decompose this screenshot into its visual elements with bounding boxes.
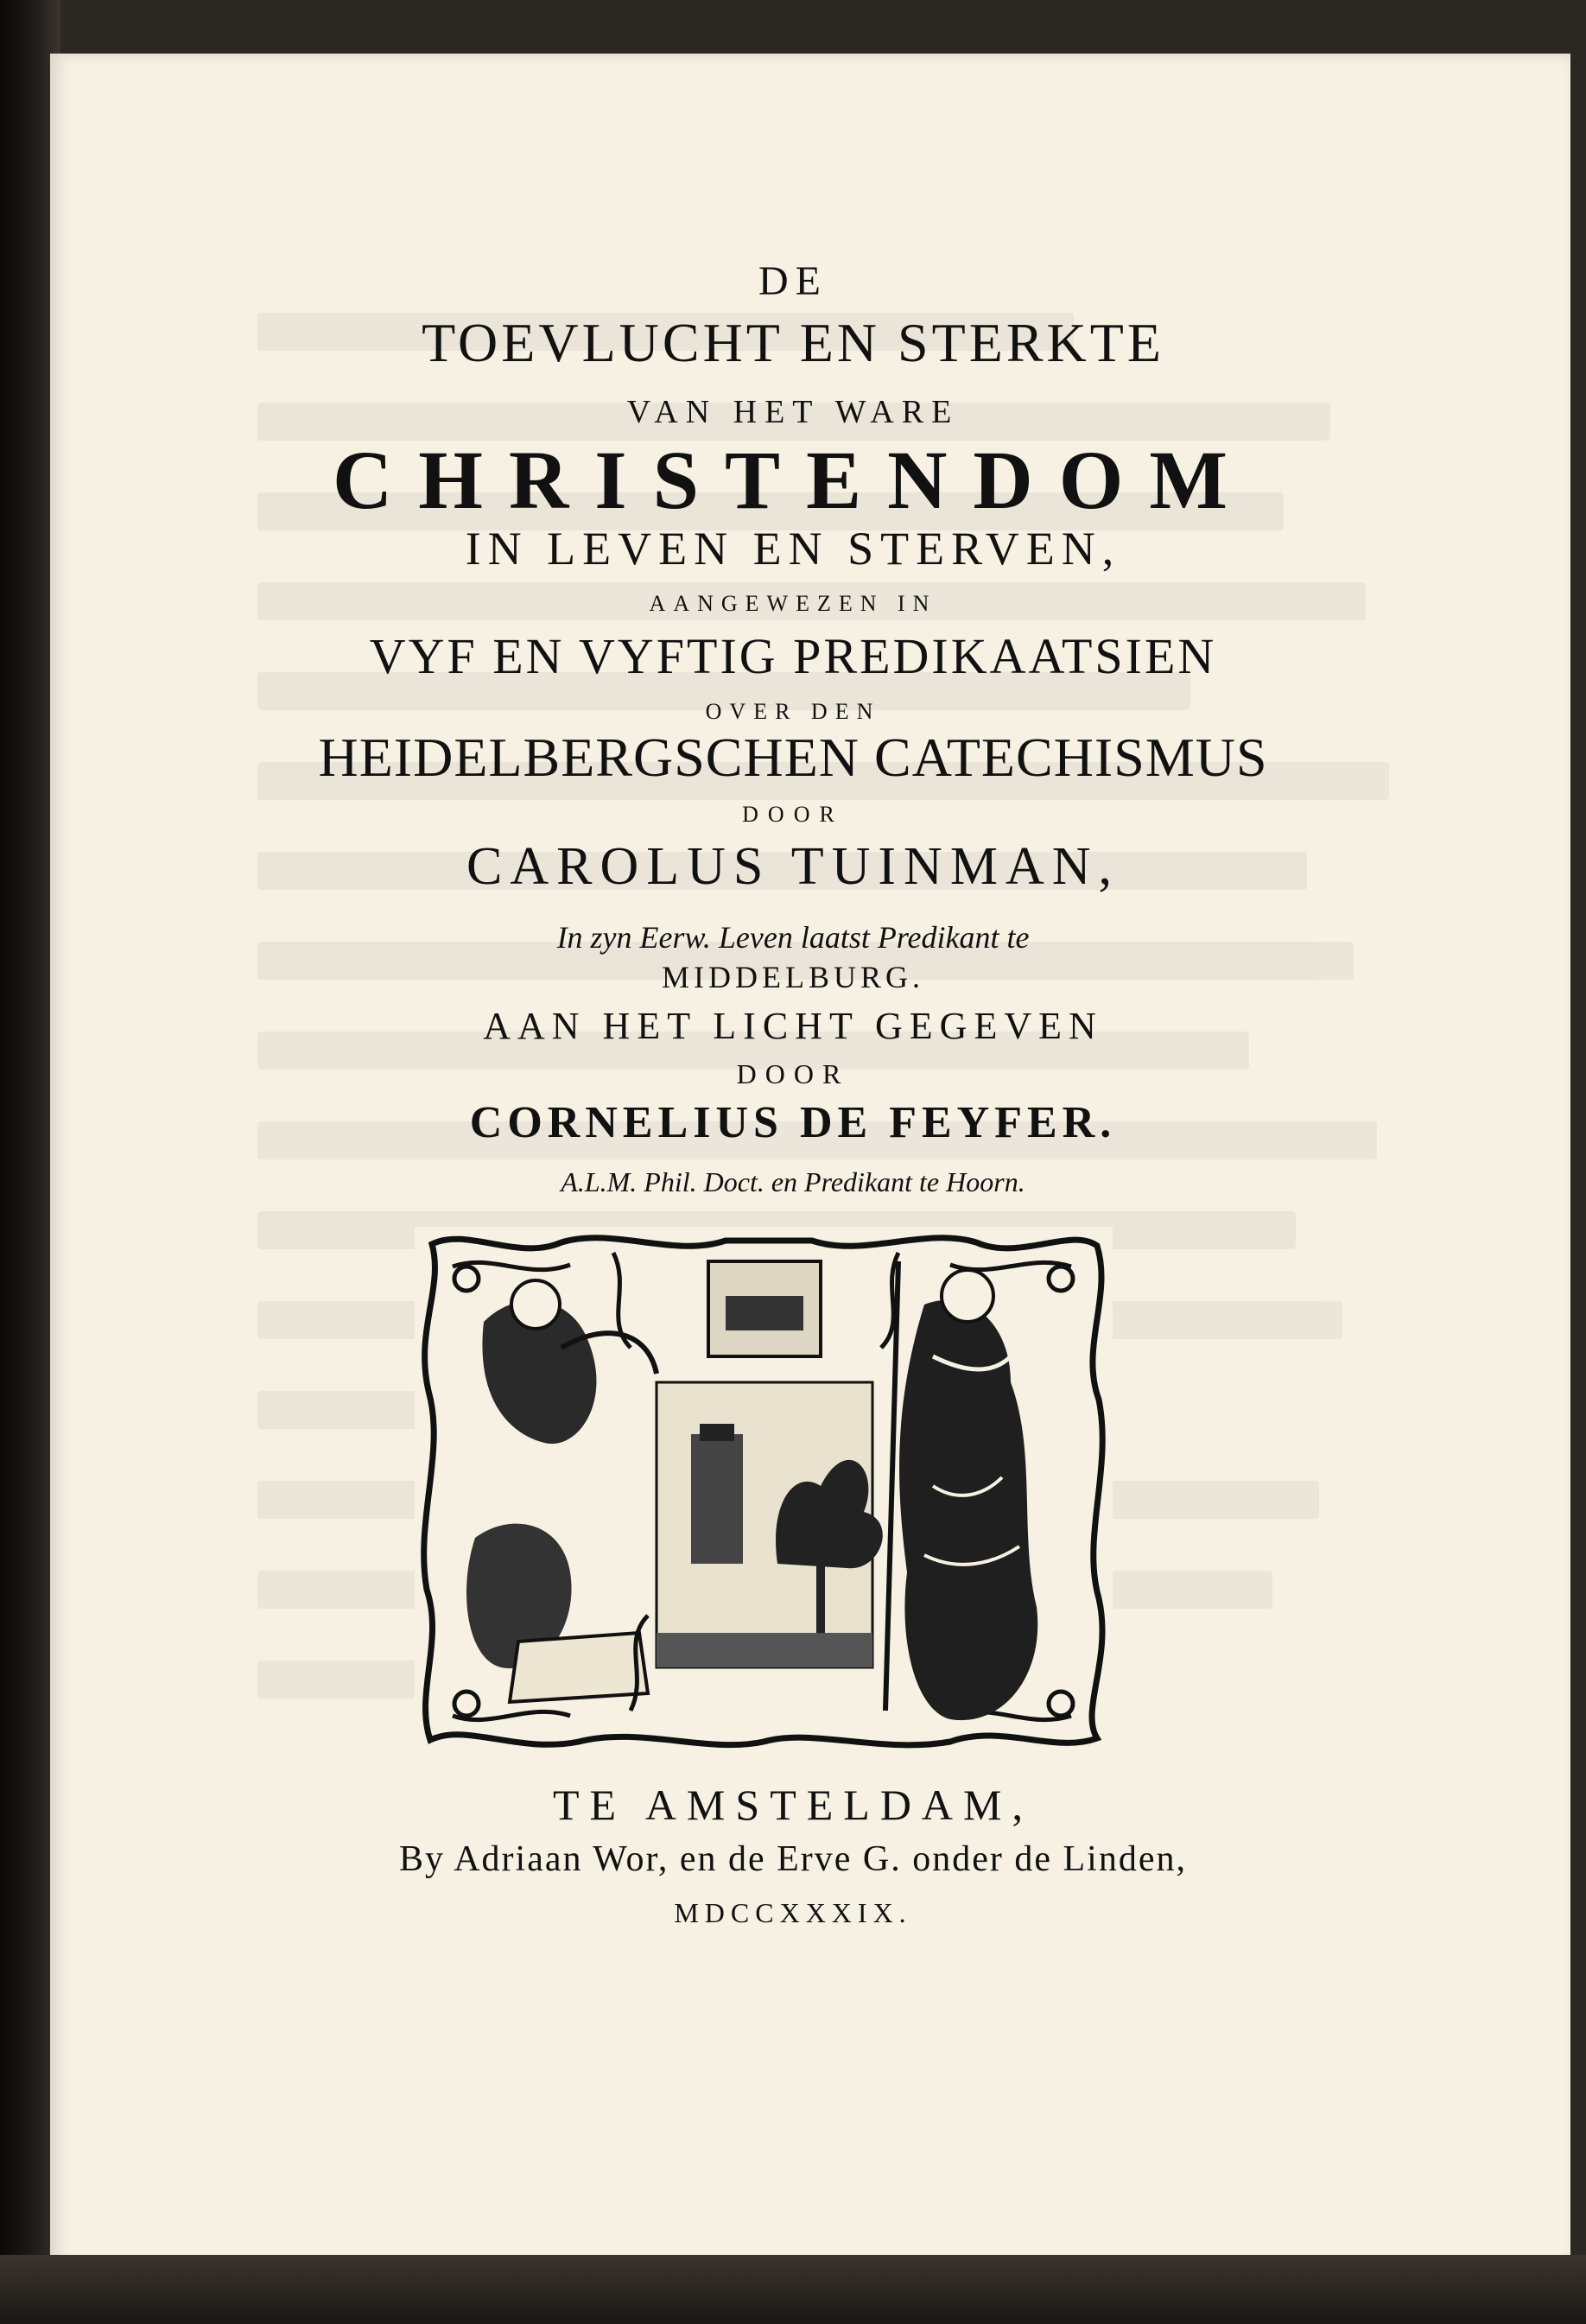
engraved-vignette xyxy=(415,1227,1113,1754)
title-page xyxy=(50,54,1570,2265)
title-line-aan-het-licht: AAN HET LICHT GEGEVEN xyxy=(483,1005,1103,1047)
author-city: MIDDELBURG. xyxy=(662,960,924,994)
title-line-van-het-ware: VAN HET WARE xyxy=(626,394,960,430)
title-line-door-2: DOOR xyxy=(736,1058,850,1089)
title-line-christendom: CHRISTENDOM xyxy=(332,434,1254,526)
title-line-door-1: DOOR xyxy=(742,802,844,827)
title-line-de: DE xyxy=(758,258,828,304)
editor-description: A.L.M. Phil. Doct. en Predikant te Hoorn. xyxy=(561,1166,1025,1197)
editor-name: CORNELIUS DE FEYFER. xyxy=(469,1098,1117,1147)
author-description: In zyn Eerw. Leven laatst Predikant te xyxy=(556,920,1030,955)
imprint-publishers: By Adriaan Wor, en de Erve G. onder de Linden, xyxy=(399,1839,1187,1879)
title-line-toevlucht: TOEVLUCHT EN STERKTE xyxy=(422,312,1164,373)
author-name: CAROLUS TUINMAN, xyxy=(466,837,1120,896)
title-line-catechismus: HEIDELBERGSCHEN CATECHISMUS xyxy=(318,727,1268,788)
imprint-year: MDCCXXXIX. xyxy=(674,1897,912,1928)
title-line-aangewezen: AANGEWEZEN IN xyxy=(649,591,937,616)
bottom-shadow xyxy=(0,2255,1586,2324)
imprint-city: TE AMSTELDAM, xyxy=(553,1781,1033,1829)
title-line-over-den: OVER DEN xyxy=(705,699,881,724)
title-line-vyf-en-vyftig: VYF EN VYFTIG PREDIKAATSIEN xyxy=(369,628,1217,684)
title-line-in-leven: IN LEVEN EN STERVEN, xyxy=(465,523,1121,575)
